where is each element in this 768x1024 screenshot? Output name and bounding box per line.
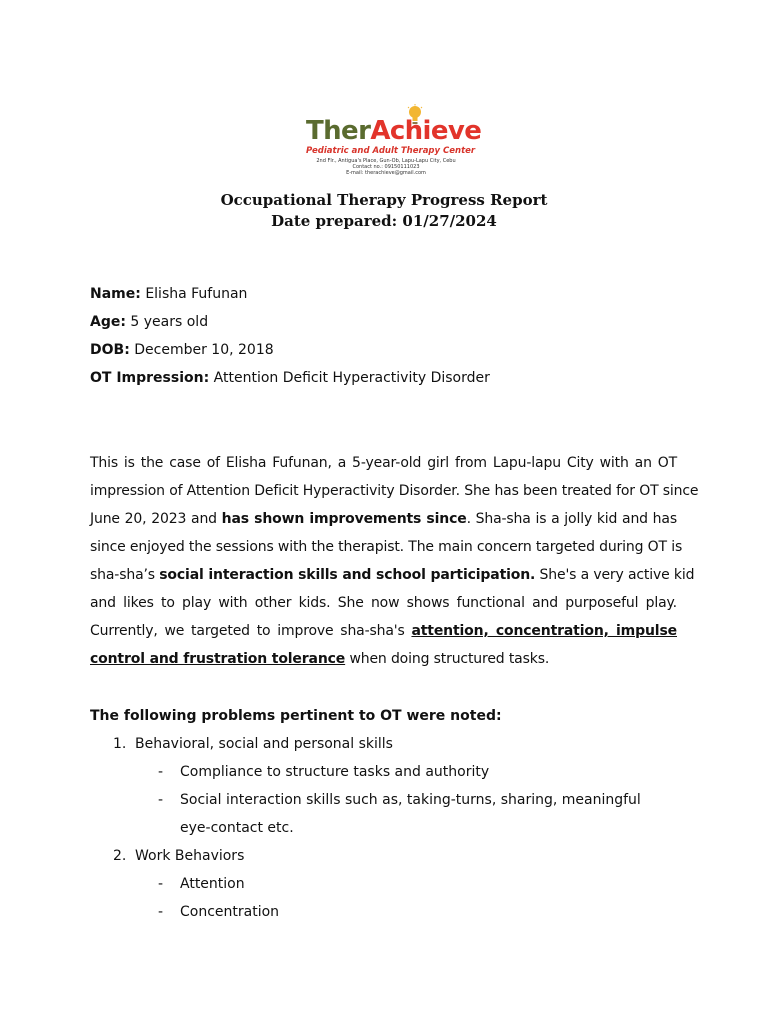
logo-brand-part2: Achieve	[370, 116, 482, 146]
sub-item-dash: -	[158, 792, 164, 808]
name-label: Name:	[90, 286, 141, 302]
summary-underlined-emphasis: control and frustration tolerance	[90, 651, 346, 667]
age-value: 5 years old	[130, 314, 209, 330]
summary-line	[90, 645, 677, 673]
sub-item: Attention	[180, 876, 245, 892]
sub-item-dash: -	[158, 876, 164, 892]
list-item-number: 1.	[113, 736, 127, 752]
logo-address-block	[306, 158, 466, 176]
sub-item-dash: -	[158, 904, 164, 920]
summary-line: impression of Attention Deficit Hyperactivity Disorder. She has been treated for OT since	[90, 483, 699, 499]
name-value: Elisha Fufunan	[145, 286, 248, 302]
summary-text: She's a very active kid	[535, 567, 695, 583]
summary-line	[90, 505, 677, 533]
dob-label: DOB:	[90, 342, 130, 358]
report-title: Occupational Therapy Progress Report	[220, 191, 548, 209]
logo-wordmark	[306, 116, 481, 146]
sub-item: Social interaction skills such as, taking-turns, sharing, meaningful	[180, 792, 641, 808]
age-label: Age:	[90, 314, 126, 330]
field-name	[90, 280, 247, 308]
summary-text: June 20, 2023 and	[90, 511, 222, 527]
logo-brand-part1: Ther	[306, 116, 371, 146]
logo-contact: Contact no.: 09150111023	[352, 164, 420, 170]
sub-item-continuation: eye-contact etc.	[180, 820, 294, 836]
summary-text: when doing structured tasks.	[345, 651, 550, 667]
dob-value: December 10, 2018	[134, 342, 274, 358]
sub-item-dash: -	[158, 764, 164, 780]
therachieve-logo	[306, 104, 482, 184]
summary-underlined-emphasis: attention, concentration, impulse	[411, 623, 677, 639]
summary-text: sha-sha’s	[90, 567, 160, 583]
list-item: Work Behaviors	[135, 848, 245, 864]
summary-line	[90, 561, 695, 589]
list-item-number: 2.	[113, 848, 127, 864]
case-summary-paragraph	[90, 449, 699, 673]
summary-text: Currently, we targeted to improve sha-sha's	[90, 623, 412, 639]
impression-label: OT Impression:	[90, 370, 210, 386]
summary-line	[90, 617, 677, 645]
logo-tagline: Pediatric and Adult Therapy Center	[306, 146, 476, 156]
date-prepared: Date prepared: 01/27/2024	[271, 212, 497, 230]
summary-line: This is the case of Elisha Fufunan, a 5-year-old girl from Lapu-lapu City with an OT	[90, 455, 677, 471]
summary-text: . Sha-sha is a jolly kid and has	[466, 511, 677, 527]
field-dob	[90, 336, 274, 364]
summary-line: and likes to play with other kids. She now shows functional and purposeful play.	[90, 595, 677, 611]
problems-heading: The following problems pertinent to OT were noted:	[90, 708, 502, 724]
summary-emphasis: has shown improvements since	[221, 511, 467, 527]
sub-item: Compliance to structure tasks and authority	[180, 764, 490, 780]
field-impression	[90, 364, 490, 392]
report-header	[0, 190, 768, 232]
list-item: Behavioral, social and personal skills	[135, 736, 393, 752]
logo-address: 2nd Flr., Antigua's Place, Gun-Ob, Lapu-Lapu City, Cebu	[316, 158, 456, 164]
logo-email: E-mail: therachieve@gmail.com	[346, 170, 426, 176]
sub-item: Concentration	[180, 904, 280, 920]
field-age	[90, 308, 208, 336]
summary-line: since enjoyed the sessions with the therapist. The main concern targeted during OT is	[90, 539, 683, 555]
summary-emphasis: social interaction skills and school participation.	[159, 567, 536, 583]
impression-value: Attention Deficit Hyperactivity Disorder	[213, 370, 490, 386]
